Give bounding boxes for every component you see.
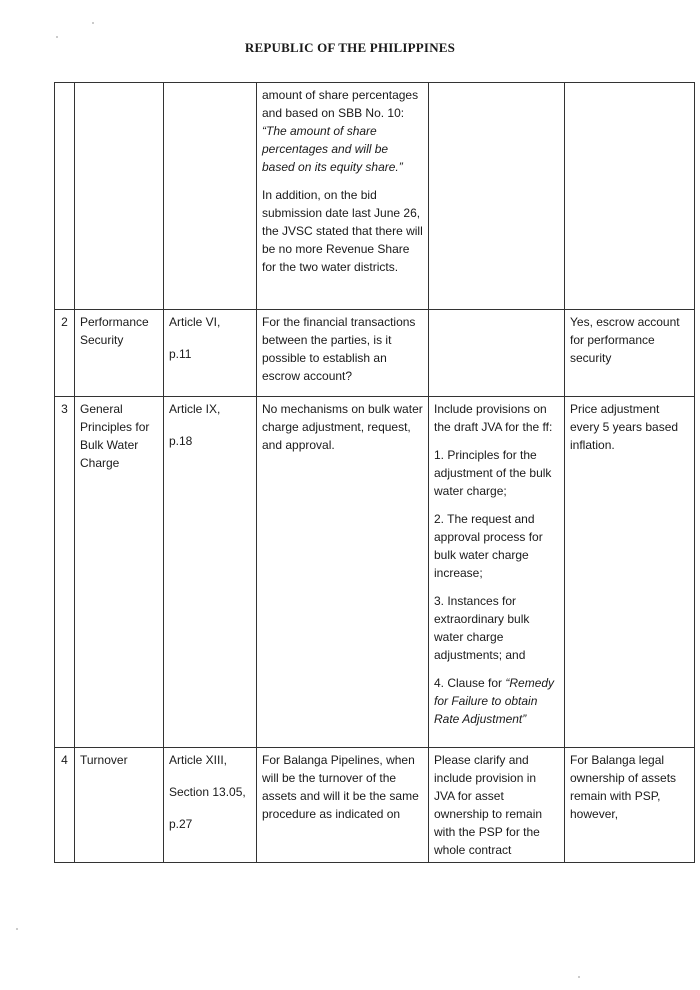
- proposal-item-prefix: 4. Clause for: [434, 676, 506, 690]
- topic-cell: [75, 83, 164, 310]
- reference-cell: [164, 310, 257, 397]
- row-number: 4: [55, 748, 75, 863]
- reference-line: p.27: [169, 817, 193, 831]
- reference-line: Article XIII,: [169, 753, 228, 767]
- scan-speck: [16, 928, 18, 930]
- proposal-item-quote: “Remedy for Failure to obtain Rate Adjustment”: [434, 676, 555, 726]
- reference-cell: [164, 397, 257, 748]
- proposal-item: 3. Instances for extraordinary bulk water charge adjustments; and: [434, 594, 530, 662]
- response-cell: For Balanga legal ownership of assets remain with PSP, however,: [565, 748, 695, 863]
- reference-cell: [164, 748, 257, 863]
- reference-line: Article VI,: [169, 315, 221, 329]
- question-cell: For the financial transactions between the parties, is it possible to establish an escrow account?: [257, 310, 429, 397]
- question-cell: No mechanisms on bulk water charge adjustment, request, and approval.: [257, 397, 429, 748]
- response-cell: Yes, escrow account for performance security: [565, 310, 695, 397]
- question-quote: “The amount of share percentages and will be based on its equity share.”: [262, 124, 403, 174]
- proposal-item: [434, 674, 559, 728]
- proposal-cell: Please clarify and include provision in JVA for asset ownership to remain with the PSP for the whole contract: [429, 748, 565, 863]
- comments-table: [54, 82, 695, 863]
- row-number: 2: [55, 310, 75, 397]
- reference-line: Article IX,: [169, 402, 221, 416]
- topic-cell: Performance Security: [75, 310, 164, 397]
- topic-cell: General Principles for Bulk Water Charge: [75, 397, 164, 748]
- row-number: 3: [55, 397, 75, 748]
- proposal-cell: [429, 397, 565, 748]
- table-row: [55, 748, 695, 863]
- question-cell: For Balanga Pipelines, when will be the turnover of the assets and will it be the same procedure as indicated on: [257, 748, 429, 863]
- table-row: [55, 397, 695, 748]
- reference-line: p.18: [169, 434, 193, 448]
- proposal-intro: Include provisions on the draft JVA for the ff:: [434, 402, 553, 434]
- row-number: [55, 83, 75, 310]
- scan-speck: [56, 36, 58, 38]
- proposal-cell: [429, 83, 565, 310]
- reference-line: Section 13.05,: [169, 785, 246, 799]
- response-cell: Price adjustment every 5 years based inflation.: [565, 397, 695, 748]
- reference-line: p.11: [169, 347, 192, 361]
- table-row: [55, 310, 695, 397]
- question-text: In addition, on the bid submission date last June 26, the JVSC stated that there will be no more Revenue Share for the two water districts.: [262, 188, 423, 274]
- response-cell: [565, 83, 695, 310]
- proposal-item: 2. The request and approval process for bulk water charge increase;: [434, 512, 543, 580]
- question-cell: [257, 83, 429, 310]
- scan-speck: [578, 976, 580, 978]
- proposal-cell: [429, 310, 565, 397]
- page-header: REPUBLIC OF THE PHILIPPINES: [244, 40, 456, 55]
- topic-cell: Turnover: [75, 748, 164, 863]
- reference-cell: [164, 83, 257, 310]
- proposal-item: 1. Principles for the adjustment of the bulk water charge;: [434, 448, 552, 498]
- scan-speck: [92, 22, 94, 24]
- table-row: [55, 83, 695, 310]
- question-text: amount of share percentages and based on SBB No. 10:: [262, 88, 419, 120]
